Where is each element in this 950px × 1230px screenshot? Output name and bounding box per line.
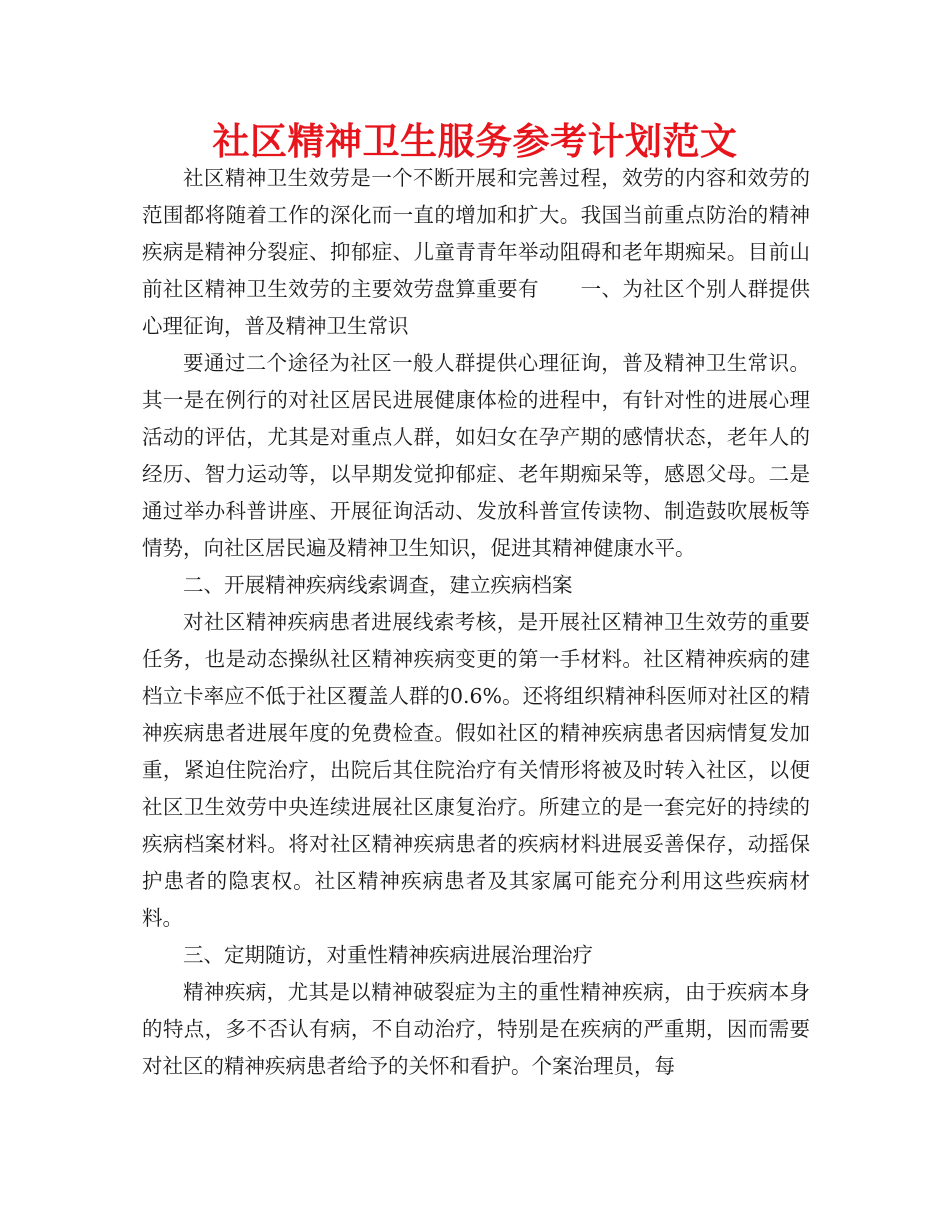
document-body xyxy=(142,160,810,1085)
section-heading-2: 二、开展精神疾病线索调查，建立疾病档案 xyxy=(183,573,573,597)
paragraph-intro: 社区精神卫生效劳是一个不断开展和完善过程，效劳的内容和效劳的范围都将随着工作的深化而一直的增加和扩大。我国当前重点防治的精神疾病是精神分裂症、抑郁症、儿童青青年举动阻碍和老年期痴呆。目前山前社区精神卫生效劳的主要效劳盘算重要有 一、为社区个别人群提供心理征询，普及精神卫生常识 xyxy=(142,166,810,338)
paragraph-consultation: 要通过二个途径为社区一般人群提供心理征询，普及精神卫生常识。其一是在例行的对社区居民进展健康体检的进程中，有针对性的进展心理活动的评估，尤其是对重点人群，如妇女在孕产期的感情状态，老年人的经历、智力运动等，以早期发觉抑郁症、老年期痴呆等，感恩父母。二是通过举办科普讲座、开展征询活动、发放科普宣传读物、制造鼓吹展板等情势，向社区居民遍及精神卫生知识，促进其精神健康水平。 xyxy=(142,351,810,560)
section-heading-3: 三、定期随访，对重性精神疾病进展治理治疗 xyxy=(183,943,593,967)
paragraph-followup: 精神疾病，尤其是以精神破裂症为主的重性精神疾病，由于疾病本身的特点，多不否认有病，不自动治疗，特别是在疾病的严重期，因而需要对社区的精神疾病患者给予的关怀和看护。个案治理员，每 xyxy=(142,980,810,1078)
document-title: 社区精神卫生服务参考计划范文 xyxy=(212,120,738,163)
paragraph-archives: 对社区精神疾病患者进展线索考核，是开展社区精神卫生效劳的重要任务，也是动态操纵社区精神疾病变更的第一手材料。社区精神疾病的建档立卡率应不低于社区覆盖人群的0.6%。还将组织精神科医师对社区的精神疾病患者进展年度的免费检查。假如社区的精神疾病患者因病情复发加重，紧迫住院治疗，出院后其住院治疗有关情形将被及时转入社区，以便社区卫生效劳中央连续进展社区康复治疗。所建立的是一套完好的持续的疾病档案材料。将对社区精神疾病患者的疾病材料进展妥善保存，动摇保护患者的隐衷权。社区精神疾病患者及其家属可能充分利用这些疾病材料。 xyxy=(142,610,810,930)
